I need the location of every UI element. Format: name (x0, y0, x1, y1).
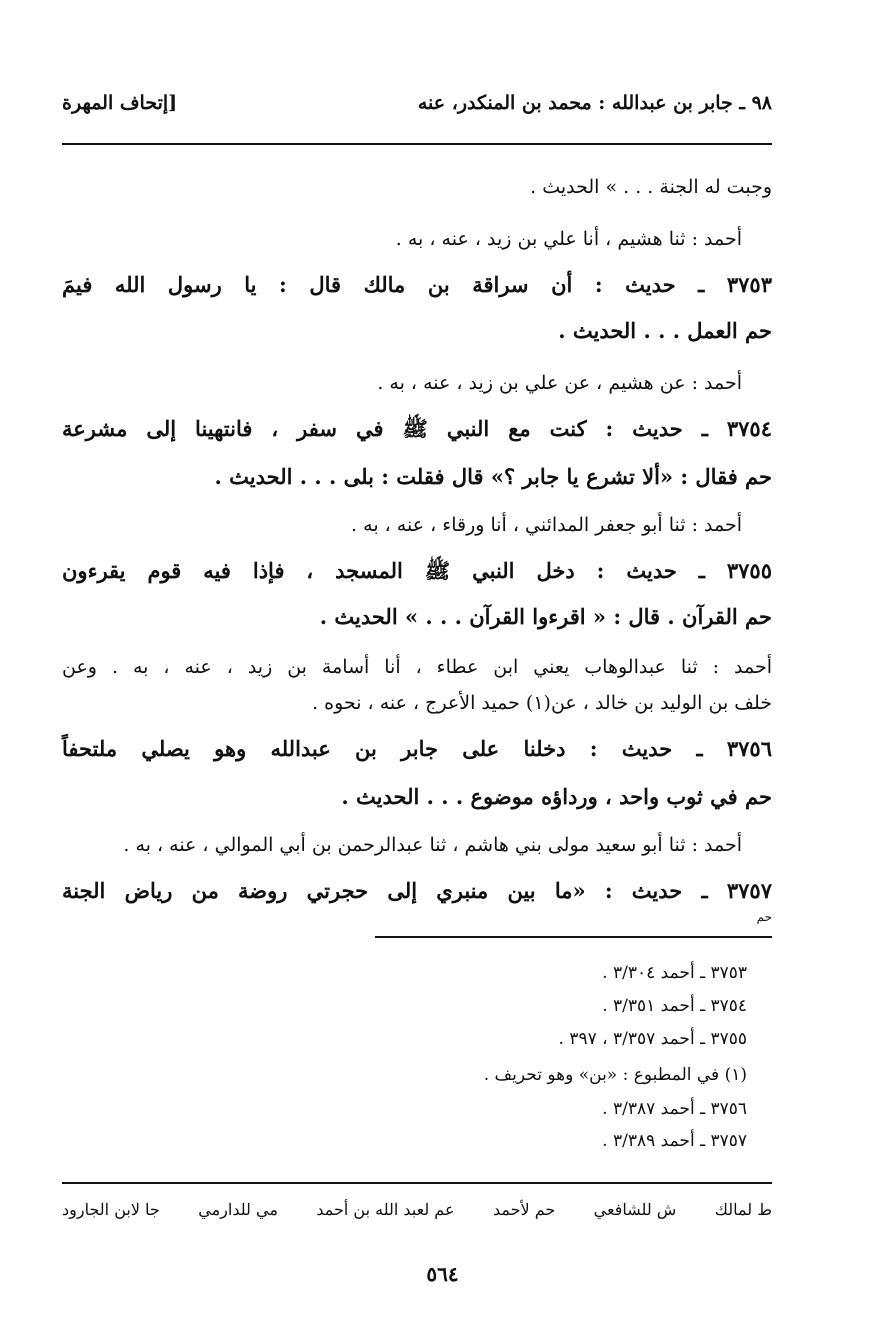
footnote: ٣٧٥٦ ـ أحمد ٣/٣٨٧ . (602, 1099, 747, 1119)
legend-rule (62, 1182, 772, 1184)
legend-item: حم لأحمد (492, 1200, 556, 1219)
legend-item: ش للشافعي (593, 1200, 677, 1219)
hadith-continuation: حم العمل . . . الحديث . (558, 318, 772, 343)
hadith-continuation: حم فقال : «ألا تشرع يا جابر ؟» قال فقلت : بلى . . . الحديث . (214, 464, 772, 489)
running-header (62, 92, 772, 128)
hadith-continuation: حم القرآن . قال : « اقرءوا القرآن . . . » الحديث . (319, 604, 772, 629)
legend-item: عم لعبد الله بن أحمد (316, 1200, 455, 1219)
hadith-heading-3755: ٣٧٥٥ ـ حديث : دخل النبي ﷺ المسجد ، فإذا فيه قوم يقرءون (62, 558, 772, 583)
footnote: ٣٧٥٧ ـ أحمد ٣/٣٨٩ . (602, 1131, 747, 1151)
chain-line: أحمد : عن هشيم ، عن علي بن زيد ، عنه ، به . (377, 372, 742, 394)
chain-line-continuation: خلف بن الوليد بن خالد ، عن(١) حميد الأعرج ، عنه ، نحوه . (312, 692, 772, 714)
footnote: ٣٧٥٤ ـ أحمد ٣/٣٥١ . (602, 996, 747, 1016)
chain-line: أحمد : ثنا أبو جعفر المدائني ، أنا ورقاء ، عنه ، به . (351, 514, 742, 536)
legend-item: مي للدارمي (198, 1200, 278, 1219)
hadith-heading-3754: ٣٧٥٤ ـ حديث : كنت مع النبي ﷺ في سفر ، فانتهينا إلى مشرعة (62, 416, 772, 441)
page-number: ٥٦٤ (426, 1262, 459, 1286)
header-rule (62, 143, 772, 145)
footnote: ٣٧٥٣ ـ أحمد ٣/٣٠٤ . (602, 963, 747, 983)
footnote: (١) في المطبوع : «بن» وهو تحريف . (483, 1065, 747, 1085)
header-book-title: [إتحاف المهرة (62, 92, 178, 114)
footnote: ٣٧٥٥ ـ أحمد ٣/٣٥٧ ، ٣٩٧ . (558, 1029, 747, 1049)
text-line: وجبت له الجنة . . . » الحديث . (530, 176, 772, 198)
hadith-heading-3753: ٣٧٥٣ ـ حديث : أن سراقة بن مالك قال : يا رسول الله فيمَ (62, 272, 772, 297)
hadith-heading-3756: ٣٧٥٦ ـ حديث : دخلنا على جابر بن عبدالله وهو يصلي ملتحفاً (62, 736, 772, 761)
chain-line: أحمد : ثنا أبو سعيد مولى بني هاشم ، ثنا عبدالرحمن بن أبي الموالي ، عنه ، به . (123, 834, 742, 856)
hadith-continuation: حم في ثوب واحد ، ورداؤه موضوع . . . الحديث . (341, 784, 772, 809)
legend-item: ط لمالك (714, 1200, 772, 1219)
hadith-heading-3757: ٣٧٥٧ ـ حديث : «ما بين منبري إلى حجرتي روضة من رياض الجنة (62, 878, 772, 903)
legend-item: جا لابن الجارود (62, 1200, 160, 1219)
footnotes-rule (375, 936, 772, 938)
source-siglum: حم (756, 910, 772, 924)
header-chapter-title: ٩٨ ـ جابر بن عبدالله : محمد بن المنكدر، عنه (417, 92, 772, 114)
chain-line: أحمد : ثنا هشيم ، أنا علي بن زيد ، عنه ، به . (395, 228, 742, 250)
chain-line: أحمد : ثنا عبدالوهاب يعني ابن عطاء ، أنا أسامة بن زيد ، عنه ، به . وعن (62, 656, 772, 678)
abbreviation-legend (62, 1200, 772, 1219)
